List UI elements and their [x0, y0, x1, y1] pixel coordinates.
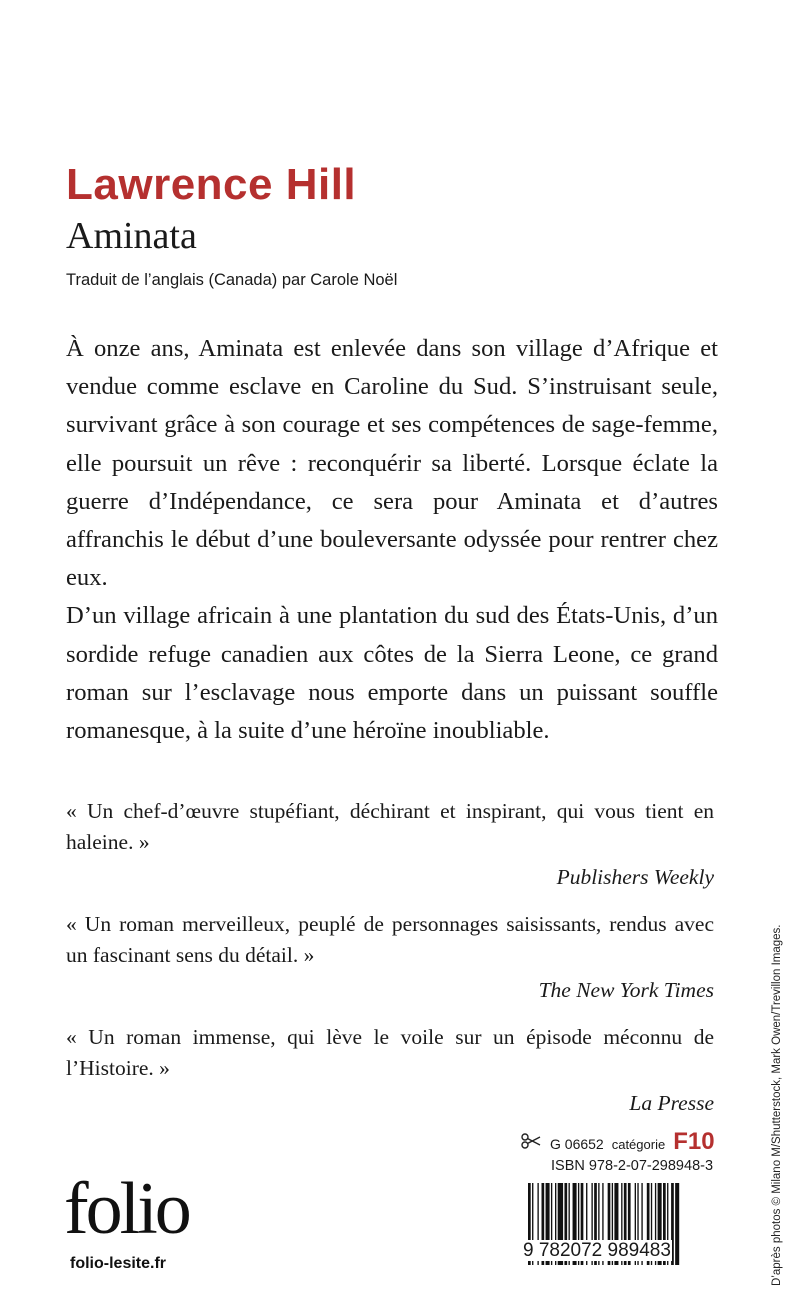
review-quote-3: [66, 1022, 714, 1119]
author-name: Lawrence Hill: [66, 160, 357, 209]
blurb: [66, 330, 718, 750]
category-scissors-icon: [520, 1133, 542, 1149]
review-quote-1: [66, 796, 714, 893]
blurb-paragraph-2: D’un village africain à une plantation du sud des États-Unis, d’un sordide refuge canadien aux côtes de la Sierra Leone, ce grand roman sur l’esclavage nous emporte dans un puissant souffle romanesque, à la suite d’une héroïne inoubliable.: [66, 602, 718, 745]
review-quote-source: Publishers Weekly: [556, 865, 714, 889]
isbn: ISBN 978-2-07-298948-3: [551, 1158, 714, 1174]
barcode: [522, 1183, 718, 1283]
folio-logo: folio: [64, 1168, 189, 1250]
review-quote-text: « Un roman merveilleux, peuplé de personnages saisissants, rendus avec un fascinant sens du détail. »: [66, 912, 714, 967]
blurb-paragraph-1: À onze ans, Aminata est enlevée dans son village d’Afrique et vendue comme esclave en Caroline du Sud. S’instruisant seule, survivant grâce à son courage et ses compétences de sage-femme, elle poursuit un rêve : reconquérir sa liberté. Lorsque éclate la guerre d’Indépendance, ce sera pour Aminata et d’autres affranchis le début d’une bouleversante odyssée pour rentrer chez eux.: [66, 335, 718, 592]
review-quote-source: The New York Times: [538, 978, 714, 1002]
review-quote-2: [66, 909, 714, 1006]
translator-credit: Traduit de l’anglais (Canada) par Carole Noël: [66, 271, 398, 289]
category-label: catégorie: [611, 1137, 666, 1152]
catalog-row: [520, 1128, 715, 1156]
catalog-code: G 06652: [550, 1136, 604, 1152]
barcode-digits: 9 782072 989483: [523, 1240, 671, 1261]
publisher-site: folio-lesite.fr: [70, 1255, 167, 1272]
review-quote-source: La Presse: [629, 1091, 714, 1115]
review-quote-text: « Un chef-d’œuvre stupéfiant, déchirant et inspirant, qui vous tient en haleine. »: [66, 799, 714, 854]
review-quote-text: « Un roman immense, qui lève le voile sur un épisode méconnu de l’Histoire. »: [66, 1025, 714, 1080]
photo-credit: D’après photos © Milano M/Shutterstock, Mark Owen/Trevillon Images.: [771, 924, 783, 1286]
book-title: Aminata: [66, 215, 197, 257]
category-code: F10: [673, 1128, 715, 1155]
